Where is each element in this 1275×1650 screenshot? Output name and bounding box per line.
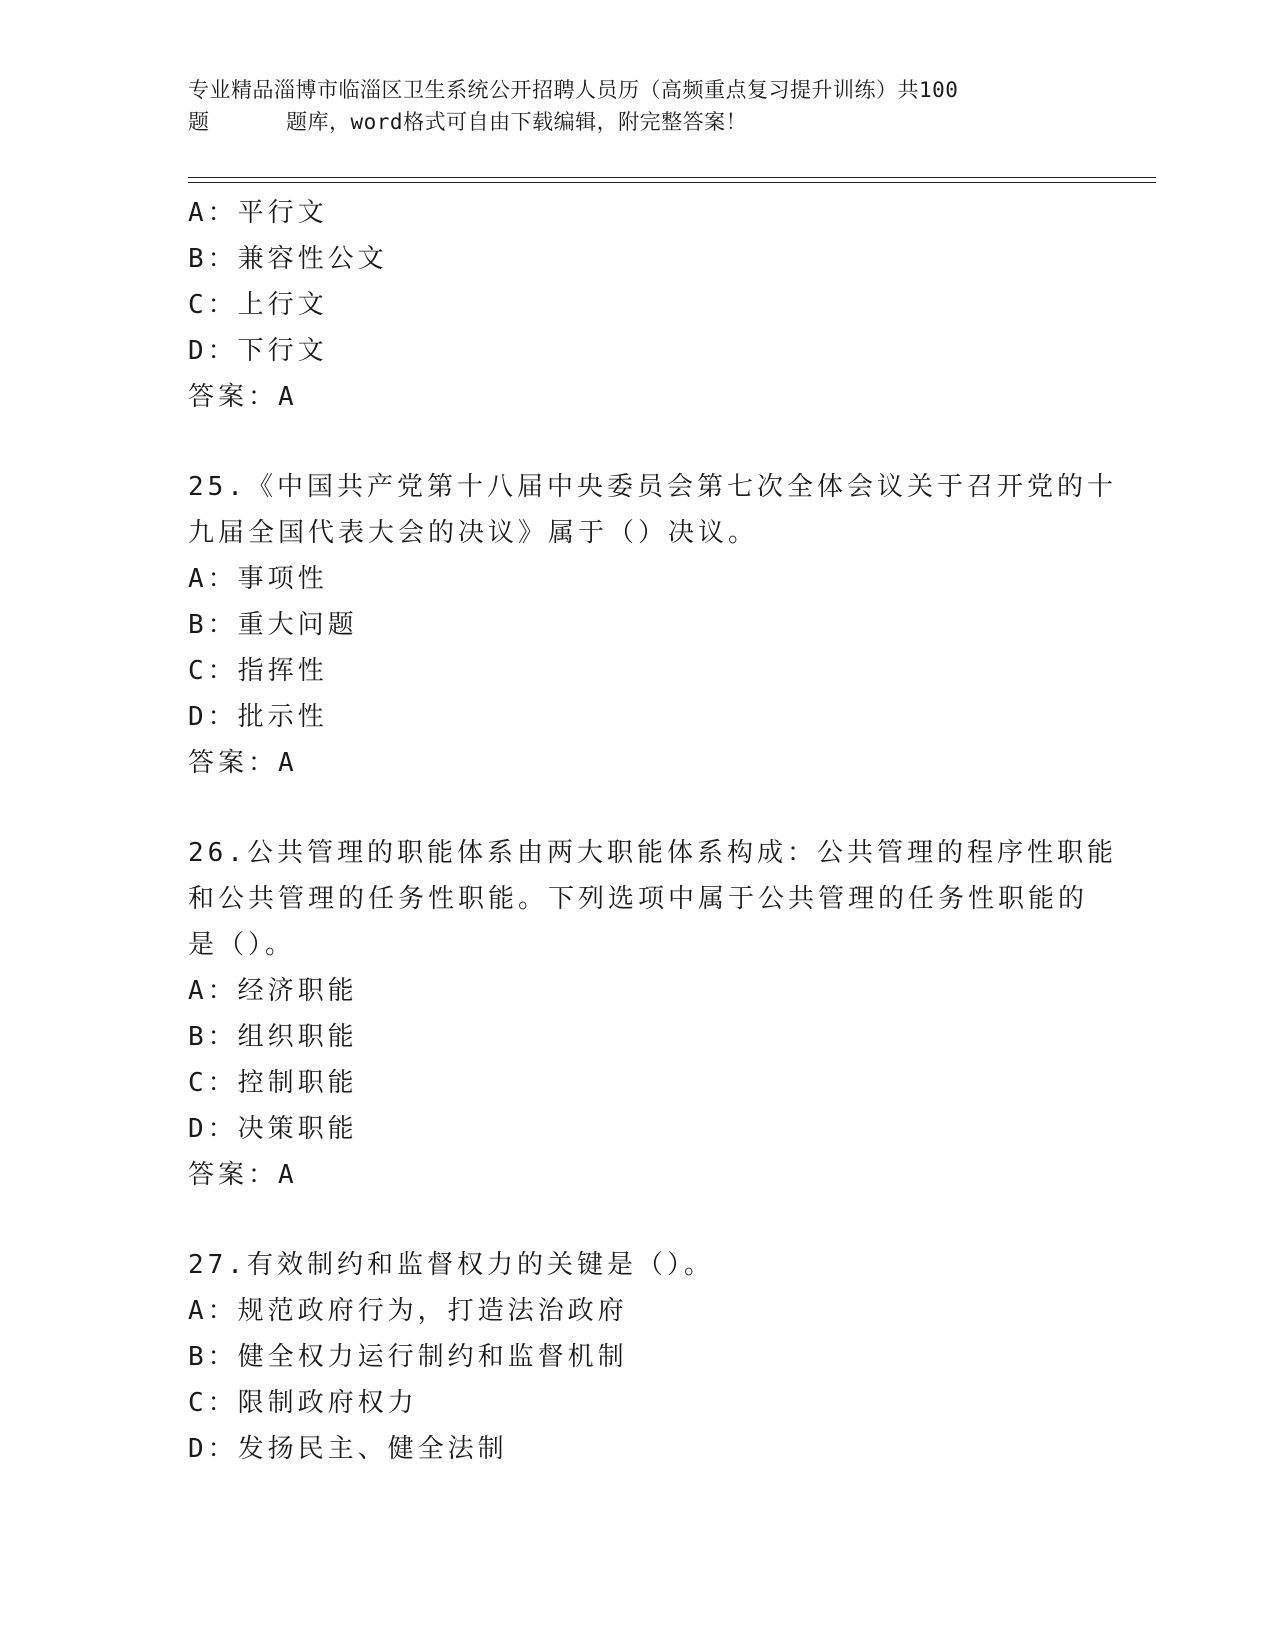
document-body xyxy=(188,190,1117,1472)
question-stem-line: 和公共管理的任务性职能。下列选项中属于公共管理的任务性职能的 xyxy=(188,884,1089,914)
option-b: B：重大问题 xyxy=(188,610,358,640)
header-title-line-1: 专业精品淄博市临淄区卫生系统公开招聘人员历（高频重点复习提升训练）共100 xyxy=(188,78,959,102)
page-header xyxy=(188,74,1088,138)
option-c: C：控制职能 xyxy=(188,1068,358,1098)
option-a: A：事项性 xyxy=(188,564,328,594)
answer-line: 答案：A xyxy=(188,382,298,412)
header-title-rest: 题库，word格式可自由下载编辑，附完整答案！ xyxy=(286,110,748,134)
option-b: B：健全权力运行制约和监督机制 xyxy=(188,1342,628,1372)
spacer xyxy=(188,420,1088,464)
option-b: B：兼容性公文 xyxy=(188,244,388,274)
option-d: D：发扬民主、健全法制 xyxy=(188,1434,508,1464)
option-d: D：下行文 xyxy=(188,336,328,366)
option-a: A：规范政府行为，打造法治政府 xyxy=(188,1296,628,1326)
option-b: B：组织职能 xyxy=(188,1022,358,1052)
spacer xyxy=(188,786,1088,830)
question-stem-line: 26.公共管理的职能体系由两大职能体系构成：公共管理的程序性职能 xyxy=(188,838,1117,868)
question-25 xyxy=(188,464,1117,786)
option-d: D：批示性 xyxy=(188,702,328,732)
option-d: D：决策职能 xyxy=(188,1114,358,1144)
header-divider-top xyxy=(188,177,1156,178)
answer-line: 答案：A xyxy=(188,1160,298,1190)
question-27 xyxy=(188,1242,1088,1472)
question-stem-line: 九届全国代表大会的决议》属于（）决议。 xyxy=(188,518,759,548)
option-c: C：限制政府权力 xyxy=(188,1388,418,1418)
question-stem-line: 是（）。 xyxy=(188,930,296,960)
header-divider-bottom xyxy=(188,182,1156,183)
answer-line: 答案：A xyxy=(188,748,298,778)
question-26 xyxy=(188,830,1117,1198)
question-stem-line: 25.《中国共产党第十八届中央委员会第七次全体会议关于召开党的十 xyxy=(188,472,1117,502)
question-stem-line: 27.有效制约和监督权力的关键是（）。 xyxy=(188,1250,714,1280)
option-c: C：指挥性 xyxy=(188,656,328,686)
header-title-lead: 题 xyxy=(188,110,210,134)
question-24-tail xyxy=(188,190,1088,420)
option-a: A：经济职能 xyxy=(188,976,358,1006)
option-a: A：平行文 xyxy=(188,198,328,228)
header-title-line-2 xyxy=(188,106,1088,138)
spacer xyxy=(188,1198,1088,1242)
option-c: C：上行文 xyxy=(188,290,328,320)
